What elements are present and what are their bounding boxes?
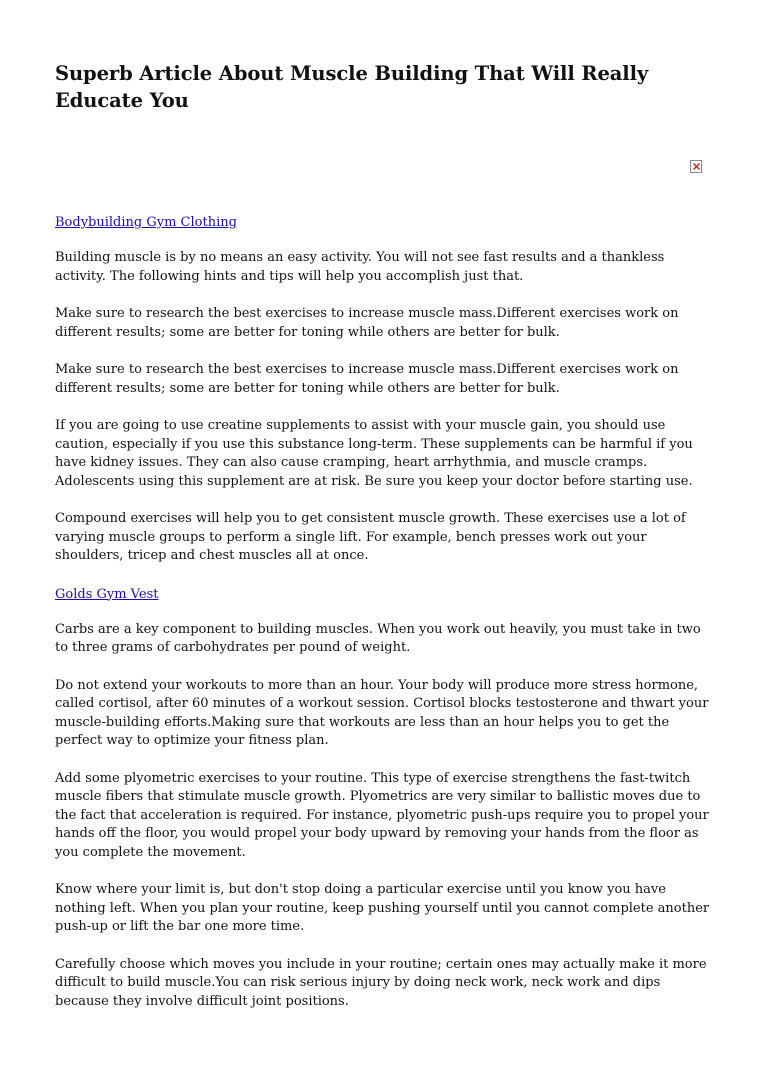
paragraph-2: Make sure to research the best exercises to increase muscle mass.Different exercises work on different results; some are better for toning while others are better for bulk.	[55, 306, 679, 340]
golds-gym-vest-link[interactable]: Golds Gym Vest	[55, 586, 159, 602]
paragraph-8: Add some plyometric exercises to your routine. This type of exercise strengthens the fast-twitch muscle fibers that stimulate muscle growth. Plyometrics are very similar to ballistic moves due to the fact that acceleration is required. For instance, plyometric push-ups require you to propel your hands off the floor, you would propel your body upward by removing your hands from the floor as you complete the movement.	[55, 770, 709, 860]
paragraph-1: Building muscle is by no means an easy activity. You will not see fast results and a thankless activity. The following hints and tips will help you accomplish just that.	[55, 250, 665, 284]
paragraph-5: Compound exercises will help you to get consistent muscle growth. These exercises use a lot of varying muscle groups to perform a single lift. For example, bench presses work out your shoulders, tricep and chest muscles all at once.	[55, 511, 686, 563]
paragraph-6: Carbs are a key component to building muscles. When you work out heavily, you must take in two to three grams of carbohydrates per pound of weight.	[55, 621, 701, 655]
bodybuilding-gym-clothing-link[interactable]: Bodybuilding Gym Clothing	[55, 215, 237, 230]
paragraph-7: Do not extend your workouts to more than an hour. Your body will produce more stress hormone, called cortisol, after 60 minutes of a workout session. Cortisol blocks testosterone and thwart your muscle-building efforts.Making sure that workouts are less than an hour helps you to get the perfect way to optimize your fitness plan.	[55, 677, 709, 748]
paragraph-9: Know where your limit is, but don't stop doing a particular exercise until you know you have nothing left. When you plan your routine, keep pushing yourself until you cannot complete another push-up or lift the bar one more time.	[55, 882, 710, 934]
article-title: Superb Article About Muscle Building That Will Really Educate You	[55, 62, 649, 112]
paragraph-3: Make sure to research the best exercises to increase muscle mass.Different exercises work on different results; some are better for toning while others are better for bulk.	[55, 362, 679, 396]
paragraph-10: Carefully choose which moves you include in your routine; certain ones may actually make it more difficult to build muscle.You can risk serious injury by doing neck work, neck work and dips because they involve difficult joint positions.	[55, 956, 707, 1009]
article	[55, 60, 715, 1011]
paragraph-4: If you are going to use creatine supplements to assist with your muscle gain, you should use caution, especially if you use this substance long-term. These supplements can be harmful if you have kidney issues. They can also cause cramping, heart arrhythmia, and muscle cramps. Adolescents using this supplement are at risk. Be sure you keep your doctor before starting use.	[55, 418, 693, 489]
